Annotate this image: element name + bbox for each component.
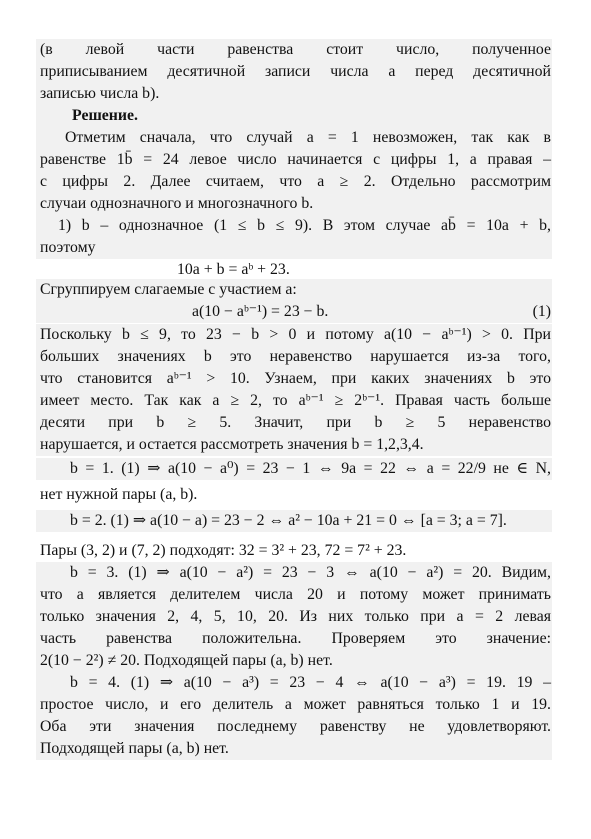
text-line: нарушается, и остается рассмотреть значения b = 1,2,3,4. <box>40 436 424 453</box>
text-line: поэтому <box>40 239 96 256</box>
text-line: равенстве 1b̄ = 24 левое число начинается с цифры 1, а правая – <box>40 151 551 168</box>
text-line: Поскольку b ≤ 9, то 23 − b > 0 и потому a(10 − aᵇ⁻¹) > 0. При <box>40 326 551 343</box>
text-line: нет нужной пары (a, b). <box>40 486 198 503</box>
text-line: Пары (3, 2) и (7, 2) подходят: 32 = 3² + 23, 72 = 7² + 23. <box>40 542 407 559</box>
equation-1-body: a(10 − aᵇ⁻¹) = 23 − b. <box>192 303 329 320</box>
text-line: десяти при b ≥ 5. Значит, при b ≥ 5 неравенство <box>40 414 551 431</box>
text-line: случаи однозначного и многозначного b. <box>40 195 314 212</box>
text-line: больших значениях b это неравенство нарушается из-за того, <box>40 348 551 365</box>
text-line: что становится aᵇ⁻¹ > 10. Узнаем, при каких значениях b это <box>40 370 551 387</box>
text-line: 1) b – однозначное (1 ≤ b ≤ 9). В этом случае ab̄ = 10a + b, <box>58 217 551 234</box>
text-line: Отметим сначала, что случай a = 1 невозможен, так как в <box>65 129 551 146</box>
text-line: имеет место. Так как a ≥ 2, то aᵇ⁻¹ ≥ 2ᵇ⁻¹. Правая часть больше <box>40 392 551 409</box>
text-line: b = 3. (1) ⇒ a(10 − a²) = 23 − 3 ⇔ a(10 − a²) = 20. Видим, <box>70 564 551 581</box>
text-line: 2(10 − 2²) ≠ 20. Подходящей пары (a, b) нет. <box>40 652 333 669</box>
text-line: b = 1. (1) ⇒ a(10 − a⁰) = 23 − 1 ⇔ 9a = 22 ⇔ a = 22/9 не ∈ N, <box>70 460 551 477</box>
text-line: простое число, и его делитель a может равняться только 1 и 19. <box>40 696 551 713</box>
text-line: Оба эти значения последнему равенству не удовлетворяют. <box>40 718 551 735</box>
text-line: Сгруппируем слагаемые с участием a: <box>40 281 297 298</box>
text-line: b = 4. (1) ⇒ a(10 − a³) = 23 − 4 ⇔ a(10 − a³) = 19. 19 – <box>70 674 551 691</box>
text-line: часть равенства положительна. Проверяем это значение: <box>40 630 551 647</box>
text-line: записью числа b). <box>40 85 160 102</box>
equation: 10a + b = aᵇ + 23. <box>177 261 290 278</box>
text-line: b = 2. (1) ⇒ a(10 − a) = 23 − 2 ⇔ a² − 10a + 21 = 0 ⇔ [a = 3; a = 7]. <box>70 512 507 529</box>
equation-number: (1) <box>532 303 551 320</box>
text-line: что a является делителем числа 20 и потому может принимать <box>40 586 551 603</box>
text-line: приписыванием десятичной записи числа a перед десятичной <box>40 63 551 80</box>
text-line: только значения 2, 4, 5, 10, 20. Из них только при a = 2 левая <box>40 608 551 625</box>
text-line: (в левой части равенства стоит число, полученное <box>40 41 551 58</box>
section-heading: Решение. <box>72 107 138 124</box>
text-line: Подходящей пары (a, b) нет. <box>40 740 229 757</box>
text-line: с цифры 2. Далее считаем, что a ≥ 2. Отдельно рассмотрим <box>40 173 551 190</box>
